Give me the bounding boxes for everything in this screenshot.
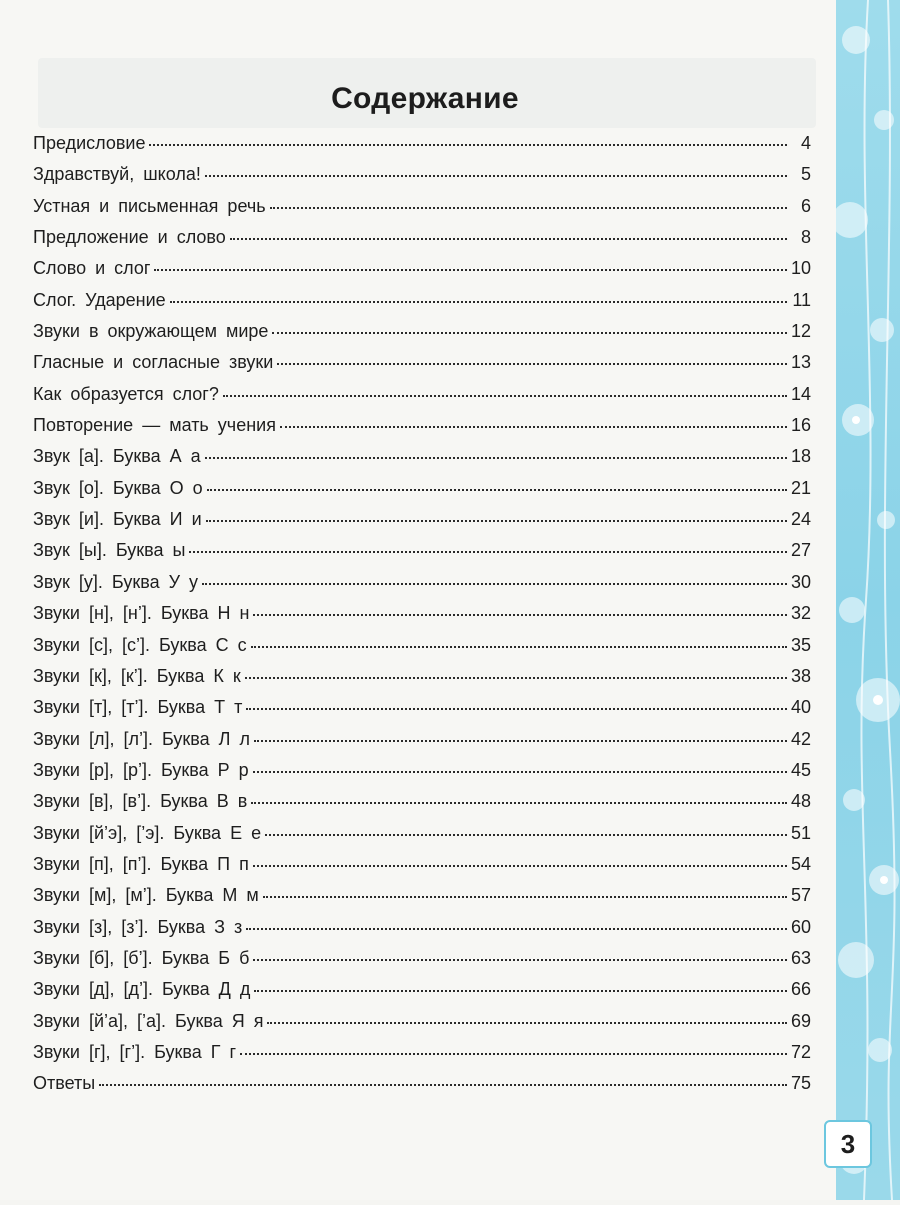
toc-entry xyxy=(33,635,811,666)
dot-leader xyxy=(223,395,787,397)
toc-entry-page: 57 xyxy=(790,885,811,906)
toc-entry-label: Звуки [р], [р’]. Буква Р р xyxy=(33,759,249,780)
dot-leader xyxy=(253,771,787,773)
dot-leader xyxy=(230,238,787,240)
toc-entry-label: Звук [и]. Буква И и xyxy=(33,509,202,530)
decorative-side-strip xyxy=(836,0,900,1200)
toc-entry-label: Звуки [л], [л’]. Буква Л л xyxy=(33,728,250,749)
toc-entry-page: 51 xyxy=(790,822,811,843)
toc-entry-page: 45 xyxy=(790,759,811,780)
toc-entry-page: 8 xyxy=(800,227,811,248)
toc-entry xyxy=(33,321,811,352)
toc-entry xyxy=(33,917,811,948)
toc-entry xyxy=(33,791,811,822)
dot-leader xyxy=(240,1053,787,1055)
toc-entry xyxy=(33,760,811,791)
toc-entry-label: Как образуется слог? xyxy=(33,383,219,404)
toc-entry xyxy=(33,666,811,697)
toc-entry xyxy=(33,823,811,854)
toc-entry-page: 5 xyxy=(800,164,811,185)
toc-entry-page: 21 xyxy=(790,477,811,498)
toc-entry-page: 11 xyxy=(792,289,811,310)
toc-entry xyxy=(33,478,811,509)
toc-entry-page: 38 xyxy=(790,665,811,686)
toc-entry-page: 72 xyxy=(790,1041,811,1062)
toc-entry-label: Ответы xyxy=(33,1073,96,1094)
toc-entry-label: Звуки [б], [б’]. Буква Б б xyxy=(33,947,250,968)
toc-entry xyxy=(33,227,811,258)
toc-entry xyxy=(33,1042,811,1073)
toc-entry-label: Слово и слог xyxy=(33,258,151,279)
dot-leader xyxy=(207,489,787,491)
dot-leader xyxy=(170,301,787,303)
toc-entry-label: Звуки [д], [д’]. Буква Д д xyxy=(33,979,251,1000)
dot-leader xyxy=(277,363,787,365)
dot-leader xyxy=(154,269,787,271)
page-number-badge: 3 xyxy=(824,1120,872,1168)
dot-leader xyxy=(206,520,787,522)
dot-leader xyxy=(99,1084,787,1086)
floral-pattern-icon xyxy=(836,0,900,1200)
dot-leader xyxy=(270,207,787,209)
toc-entry-label: Звуки [в], [в’]. Буква В в xyxy=(33,791,248,812)
toc-entry-page: 16 xyxy=(790,415,811,436)
toc-entry xyxy=(33,1073,811,1104)
dot-leader xyxy=(251,802,787,804)
dot-leader xyxy=(246,928,787,930)
toc-entry-page: 69 xyxy=(790,1010,811,1031)
toc-entry-page: 10 xyxy=(790,258,811,279)
toc-entry-label: Звуки в окружающем мире xyxy=(33,321,269,342)
toc-entry-page: 42 xyxy=(790,728,811,749)
toc-entry-page: 6 xyxy=(800,195,811,216)
toc-entry xyxy=(33,948,811,979)
toc-entry xyxy=(33,509,811,540)
toc-entry xyxy=(33,885,811,916)
toc-entry xyxy=(33,415,811,446)
toc-entry-page: 48 xyxy=(790,791,811,812)
toc-entry-page: 18 xyxy=(790,446,811,467)
dot-leader xyxy=(205,175,787,177)
dot-leader xyxy=(280,426,787,428)
toc-entry-page: 40 xyxy=(790,697,811,718)
toc-entry-label: Предложение и слово xyxy=(33,227,226,248)
toc-entry-label: Устная и письменная речь xyxy=(33,195,266,216)
dot-leader xyxy=(202,583,787,585)
toc-entry-label: Звуки [т], [т’]. Буква Т т xyxy=(33,697,243,718)
toc-entry-page: 35 xyxy=(790,634,811,655)
dot-leader xyxy=(254,990,787,992)
toc-entry-label: Звуки [з], [з’]. Буква З з xyxy=(33,916,243,937)
toc-entry-page: 66 xyxy=(790,979,811,1000)
dot-leader xyxy=(149,144,787,146)
toc-entry xyxy=(33,697,811,728)
toc-entry-page: 4 xyxy=(800,133,811,153)
dot-leader xyxy=(272,332,787,334)
toc-entry-page: 54 xyxy=(790,853,811,874)
toc-entry-label: Здравствуй, школа! xyxy=(33,164,201,185)
toc-entry xyxy=(33,196,811,227)
toc-entry-label: Звук [о]. Буква О о xyxy=(33,477,203,498)
toc-entry-label: Звук [а]. Буква А а xyxy=(33,446,201,467)
toc-entry xyxy=(33,446,811,477)
toc-entry-page: 12 xyxy=(790,321,811,342)
toc-entry-label: Звуки [к], [к’]. Буква К к xyxy=(33,665,241,686)
toc-entry-label: Звуки [г], [г’]. Буква Г г xyxy=(33,1041,237,1062)
dot-leader xyxy=(245,677,787,679)
toc-entry-page: 63 xyxy=(790,947,811,968)
toc-entry-page: 75 xyxy=(790,1073,811,1094)
toc-entry xyxy=(33,603,811,634)
toc-entry xyxy=(33,729,811,760)
toc-entry xyxy=(33,979,811,1010)
toc-entry-label: Звуки [м], [м’]. Буква М м xyxy=(33,885,259,906)
toc-entry-label: Звуки [п], [п’]. Буква П п xyxy=(33,853,249,874)
toc-entry-page: 14 xyxy=(790,383,811,404)
toc-entry-label: Звуки [н], [н’]. Буква Н н xyxy=(33,603,250,624)
dot-leader xyxy=(189,551,787,553)
dot-leader xyxy=(205,457,787,459)
dot-leader xyxy=(251,646,787,648)
toc-entry-label: Слог. Ударение xyxy=(33,289,166,310)
toc-entry-label: Гласные и согласные звуки xyxy=(33,352,274,373)
toc-entry xyxy=(33,572,811,603)
toc-entry-label: Звуки [й’а], [’а]. Буква Я я xyxy=(33,1010,264,1031)
dot-leader xyxy=(263,896,787,898)
toc-entry-page: 32 xyxy=(790,603,811,624)
toc-entry-label: Звук [у]. Буква У у xyxy=(33,571,199,592)
toc-entry xyxy=(33,1011,811,1042)
toc-entry-page: 30 xyxy=(790,571,811,592)
dot-leader xyxy=(246,708,787,710)
dot-leader xyxy=(253,865,787,867)
toc-entry xyxy=(33,352,811,383)
toc-entry xyxy=(33,164,811,195)
toc-entry-page: 13 xyxy=(790,352,811,373)
toc-entry-page: 60 xyxy=(790,916,811,937)
dot-leader xyxy=(253,614,787,616)
toc-entry xyxy=(33,384,811,415)
table-of-contents xyxy=(33,133,811,1105)
dot-leader xyxy=(265,834,787,836)
toc-entry xyxy=(33,290,811,321)
toc-entry xyxy=(33,540,811,571)
toc-entry xyxy=(33,133,811,164)
toc-entry-label: Повторение — мать учения xyxy=(33,415,276,436)
dot-leader xyxy=(253,959,787,961)
toc-entry-label: Звук [ы]. Буква ы xyxy=(33,540,186,561)
toc-entry xyxy=(33,258,811,289)
toc-entry-label: Предисловие xyxy=(33,133,146,153)
toc-entry xyxy=(33,854,811,885)
toc-entry-label: Звуки [с], [с’]. Буква С с xyxy=(33,634,247,655)
dot-leader xyxy=(267,1022,787,1024)
page-title: Содержание xyxy=(331,82,519,115)
dot-leader xyxy=(254,740,787,742)
toc-entry-page: 24 xyxy=(790,509,811,530)
toc-entry-page: 27 xyxy=(790,540,811,561)
toc-entry-label: Звуки [й’э], [’э]. Буква Е е xyxy=(33,822,262,843)
